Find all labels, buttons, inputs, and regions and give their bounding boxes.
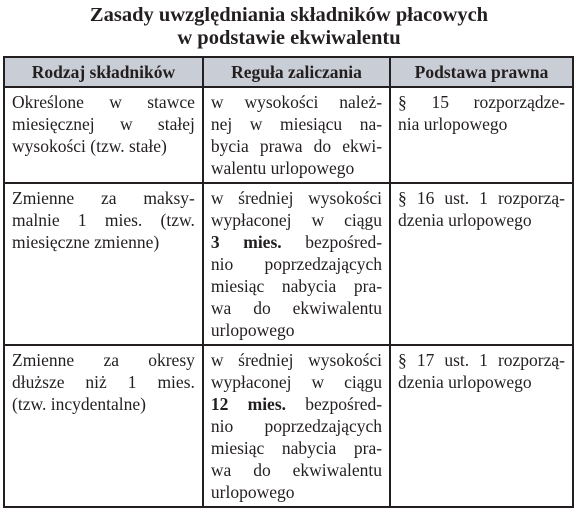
document-title bbox=[0, 4, 578, 50]
cell-line: bycia prawa do ekwi- bbox=[210, 136, 383, 156]
cell-line: wysokości (tzw. stałe) bbox=[12, 136, 167, 156]
cell-line: urlopowego bbox=[210, 320, 295, 340]
cell-line: nej w miesiącu na- bbox=[210, 114, 383, 134]
cell-line: § 17 ust. 1 rozporzą- bbox=[398, 350, 565, 370]
cell-line: Zmienne za okresy bbox=[12, 350, 195, 370]
cell-text: bezpośred- bbox=[305, 394, 383, 414]
rules-table bbox=[3, 56, 574, 508]
title-line-1: Zasady uwzględniania składników płacowych bbox=[89, 4, 489, 26]
period-highlight: 3 mies. bbox=[210, 232, 282, 252]
cell-component-type bbox=[4, 87, 203, 183]
table-row bbox=[4, 87, 573, 183]
cell-line: malnie 1 mies. (tzw. bbox=[12, 210, 195, 230]
cell-inclusion-rule bbox=[203, 183, 390, 345]
header-row bbox=[4, 57, 573, 87]
cell-component-type bbox=[4, 183, 203, 345]
title-line-2: w podstawie ekwiwalentu bbox=[177, 27, 401, 49]
cell-line: wa do ekwiwalentu bbox=[210, 460, 383, 480]
cell-line: nio poprzedzających bbox=[210, 416, 383, 436]
table-row bbox=[4, 345, 573, 507]
cell-line: Zmienne za maksy- bbox=[12, 188, 195, 208]
cell-line: w średniej wysokości bbox=[210, 350, 383, 370]
cell-line: miesiąc nabycia pra- bbox=[210, 276, 383, 296]
cell-line bbox=[211, 393, 382, 415]
cell-line: § 15 rozporządze- bbox=[398, 92, 565, 112]
cell-component-type bbox=[4, 345, 203, 507]
cell-line: dłuższe niż 1 mies. bbox=[12, 372, 195, 392]
period-highlight: 12 mies. bbox=[210, 394, 287, 414]
cell-line: dzenia urlopowego bbox=[398, 210, 532, 230]
cell-legal-basis bbox=[390, 183, 573, 345]
cell-line: w średniej wysokości bbox=[210, 188, 383, 208]
cell-line: § 16 ust. 1 rozporzą- bbox=[398, 188, 565, 208]
header-component-type: Rodzaj składników bbox=[4, 57, 203, 87]
cell-line: nio poprzedzających bbox=[210, 254, 383, 274]
header-inclusion-rule: Reguła zaliczania bbox=[203, 57, 390, 87]
cell-line: wa do ekwiwalentu bbox=[210, 298, 383, 318]
table-row bbox=[4, 183, 573, 345]
cell-line bbox=[211, 231, 382, 253]
cell-line: miesiąc nabycia pra- bbox=[210, 438, 383, 458]
header-legal-basis: Podstawa prawna bbox=[390, 57, 573, 87]
cell-line: wypłaconej w ciągu bbox=[210, 210, 383, 230]
cell-line: nia urlopowego bbox=[398, 114, 508, 134]
cell-text: bezpośred- bbox=[305, 232, 383, 252]
cell-legal-basis bbox=[390, 345, 573, 507]
cell-legal-basis bbox=[390, 87, 573, 183]
cell-inclusion-rule bbox=[203, 345, 390, 507]
cell-line: wypłaconej w ciągu bbox=[210, 372, 383, 392]
cell-line: urlopowego bbox=[210, 482, 295, 502]
cell-line: Określone w stawce bbox=[12, 92, 195, 112]
cell-line: (tzw. incydentalne) bbox=[12, 394, 146, 414]
cell-line: miesięczne zmienne) bbox=[12, 232, 160, 252]
cell-line: dzenia urlopowego bbox=[398, 372, 532, 392]
cell-line: walentu urlopowego bbox=[210, 158, 355, 178]
cell-line: miesięcznej w stałej bbox=[12, 114, 195, 134]
cell-inclusion-rule bbox=[203, 87, 390, 183]
cell-line: w wysokości należ- bbox=[210, 92, 383, 112]
